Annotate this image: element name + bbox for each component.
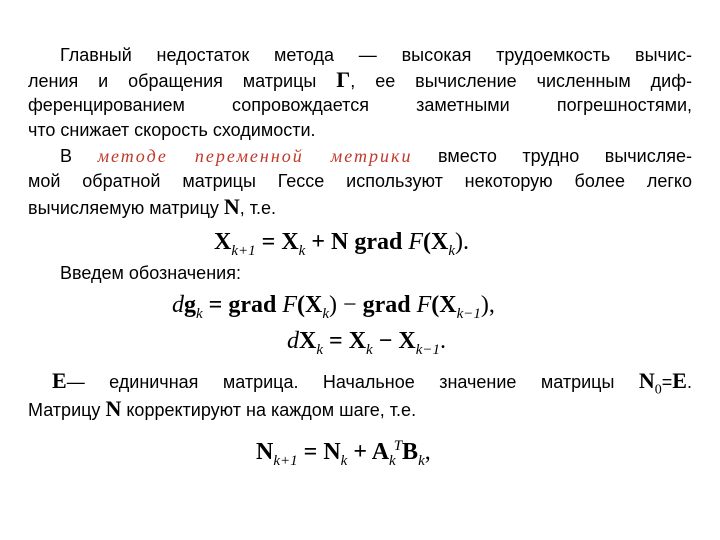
- n0-sub: 0: [654, 382, 662, 398]
- para3-line1-text: — единичная матрица. Начальное значение матрицы: [66, 372, 615, 392]
- f3-end: .: [440, 328, 447, 354]
- para2-line3: [28, 196, 692, 219]
- f3-minus: −: [372, 328, 399, 354]
- f3-x: X: [299, 328, 317, 354]
- f2-eq: =: [202, 292, 229, 318]
- n-symbol: N: [223, 194, 240, 219]
- formula-update-x: [214, 228, 469, 265]
- f1-end: .: [463, 229, 470, 255]
- f4-eq: =: [297, 439, 324, 465]
- f1-arg-sub: k: [448, 242, 456, 259]
- f3-eq: =: [323, 328, 349, 354]
- para1-line2-text-a: ления и обращения матрицы: [28, 71, 317, 91]
- f2-f1: F: [282, 292, 298, 318]
- formula-update-n: [256, 432, 431, 475]
- para1-line4: что снижает скорость сходимости.: [28, 120, 316, 140]
- f2-close1: ): [329, 292, 338, 318]
- f1-eq: =: [255, 229, 282, 255]
- para1-line2: [28, 69, 692, 92]
- para2-line2: мой обратной матрицы Гессе используют некоторую более легко: [28, 171, 692, 191]
- f1-lhs: X: [214, 229, 232, 255]
- para1-line3: ференцированием сопровождается заметными погрешностями,: [28, 95, 692, 115]
- f2-arg2: (X: [431, 292, 457, 318]
- formula-dg: [172, 291, 495, 328]
- f2-grad1: grad: [228, 292, 283, 318]
- f4-a-sup: T: [393, 438, 403, 454]
- e-symbol: E: [52, 368, 67, 393]
- f4-plus: +: [347, 439, 372, 465]
- f1-x-sub: k: [298, 242, 306, 259]
- f3-x2-sub: k−1: [415, 341, 441, 358]
- f2-arg2-sub: k−1: [456, 305, 481, 322]
- f4-n-sub: k+1: [273, 452, 298, 469]
- para3-line2: [28, 398, 692, 421]
- para1-line1: Главный недостаток метода — высокая трудоемкость вычис-: [60, 45, 692, 65]
- f2-d: d: [172, 292, 184, 318]
- f4-b-sub: k: [418, 452, 425, 469]
- f1-f: F: [408, 229, 424, 255]
- n-symbol-2: N: [105, 396, 122, 421]
- notation-intro: Введем обозначения:: [60, 263, 241, 283]
- f3-d: d: [287, 328, 299, 354]
- para2-line1-text-a: В: [60, 146, 73, 166]
- f1-grad: grad: [348, 229, 409, 255]
- para2-line3-text-a: вычисляемую матрицу: [28, 198, 219, 218]
- f2-g: g: [184, 292, 196, 318]
- f4-n: N: [256, 439, 274, 465]
- f3-x1: X: [348, 328, 367, 354]
- e-symbol-2: E: [672, 368, 687, 393]
- f4-b: B: [402, 439, 419, 465]
- f1-close: ): [455, 229, 464, 255]
- n0-eq: =: [661, 372, 673, 392]
- n0-symbol: [638, 368, 662, 398]
- f4-end: ,: [424, 439, 431, 465]
- para3-line1: [52, 370, 692, 401]
- para2-line3-text-b: , т.е.: [239, 198, 277, 218]
- n0-letter: N: [638, 368, 655, 393]
- gamma-symbol: Г: [336, 67, 351, 92]
- f1-x: X: [281, 229, 299, 255]
- f4-a: A: [371, 439, 390, 465]
- para3-line2-text-b: корректируют на каждом шаге, т.е.: [126, 400, 417, 420]
- f2-grad2: grad: [362, 292, 417, 318]
- f2-minus: −: [337, 292, 363, 318]
- para1-line2-text-b: , ее вычисление численным диф-: [350, 71, 692, 91]
- para2-line1: [60, 145, 692, 167]
- f3-x1-sub: k: [366, 341, 373, 358]
- f2-arg1-sub: k: [322, 305, 330, 322]
- f4-n2-sub: k: [340, 452, 348, 469]
- f3-x-sub: k: [316, 341, 324, 358]
- para2-line1-text-b: вместо трудно вычисляе-: [438, 146, 692, 166]
- f1-plus: +: [305, 229, 332, 255]
- f2-close2: ): [480, 292, 489, 318]
- para3-line1-dot: .: [686, 372, 692, 392]
- f1-lhs-sub: k+1: [231, 242, 256, 259]
- f2-f2: F: [416, 292, 432, 318]
- para3-line2-text-a: Матрицу: [28, 400, 101, 420]
- formula-dx: [287, 327, 446, 364]
- f4-n2: N: [323, 439, 341, 465]
- f2-arg1: (X: [297, 292, 323, 318]
- f1-arg: (X: [423, 229, 449, 255]
- f3-x2: X: [398, 328, 416, 354]
- variable-metric-term: методе переменной метрики: [97, 146, 413, 166]
- f2-g-sub: k: [196, 305, 203, 322]
- f2-end: ,: [488, 292, 495, 318]
- f1-n: N: [331, 229, 349, 255]
- f4-a-sub: k: [389, 452, 396, 469]
